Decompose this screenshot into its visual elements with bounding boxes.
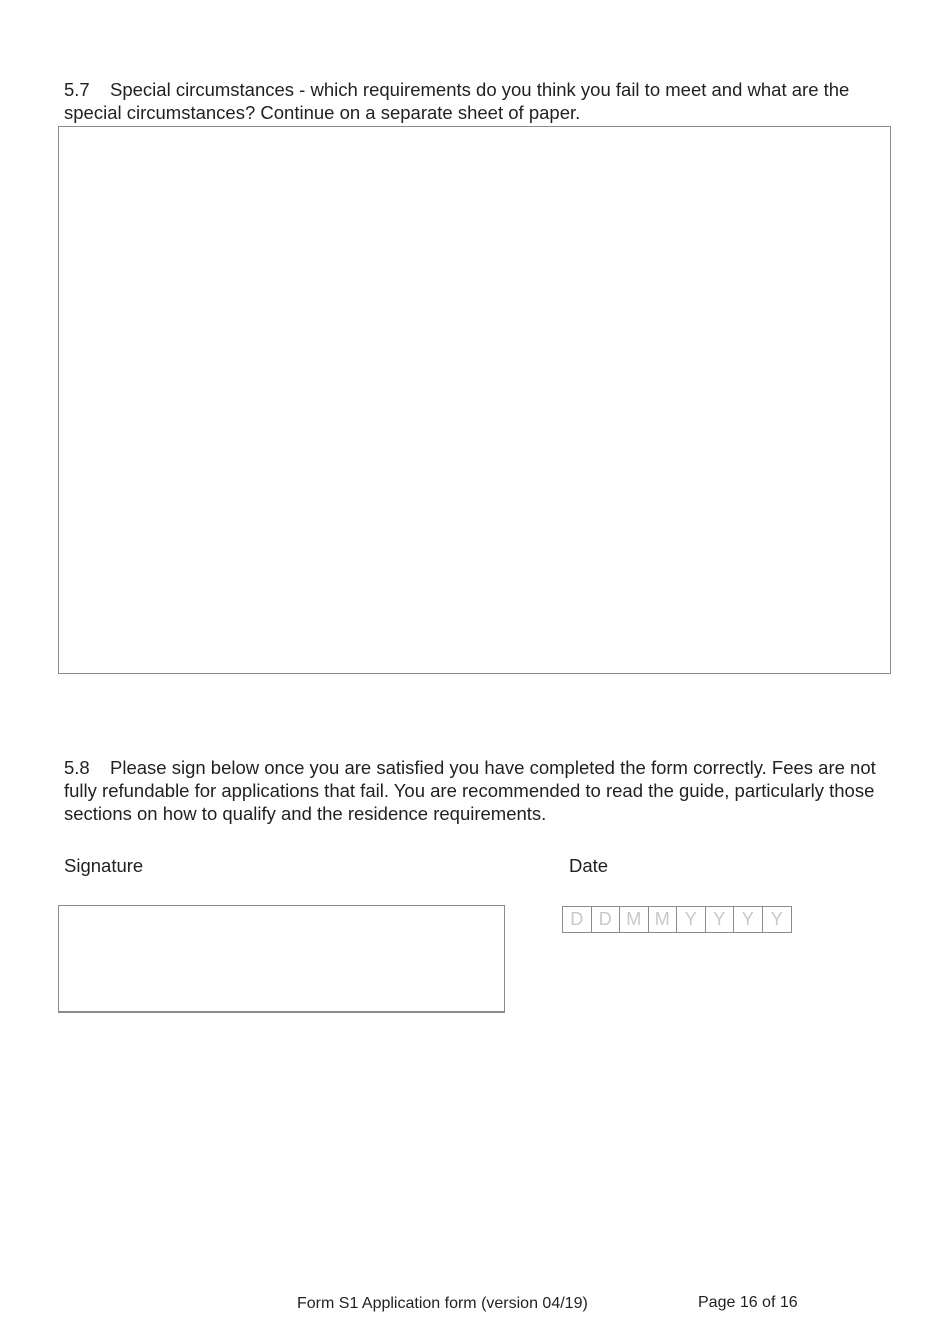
date-cell-day-1[interactable]: D [563, 907, 592, 932]
date-cell-year-3[interactable]: Y [734, 907, 763, 932]
date-label: Date [569, 855, 609, 876]
date-cell-year-1[interactable]: Y [677, 907, 706, 932]
question-text: Please sign below once you are satisfied you have completed the form correctly. Fees are not fully refundable for applications that fail. You are recommended to read the guide, particularly those sections on how to qualify and the residence requirements. [64, 757, 876, 824]
question-5-8 [64, 756, 894, 825]
footer-page-number: Page 16 of 16 [698, 1294, 798, 1311]
date-cell-month-2[interactable]: M [649, 907, 678, 932]
footer-form-title: Form S1 Application form (version 04/19) [297, 1295, 588, 1312]
date-cell-month-1[interactable]: M [620, 907, 649, 932]
special-circumstances-field[interactable] [58, 126, 891, 674]
signature-field[interactable] [58, 905, 505, 1013]
question-5-7 [64, 78, 894, 124]
date-cell-year-2[interactable]: Y [706, 907, 735, 932]
date-cell-day-2[interactable]: D [592, 907, 621, 932]
date-cell-year-4[interactable]: Y [770, 909, 783, 929]
question-number: 5.7 [64, 79, 90, 100]
date-input[interactable] [562, 906, 792, 933]
question-text: Special circumstances - which requirements do you think you fail to meet and what are the special circumstances? Continue on a separate sheet of paper. [64, 79, 850, 123]
signature-label: Signature [64, 855, 144, 876]
question-number: 5.8 [64, 757, 90, 778]
